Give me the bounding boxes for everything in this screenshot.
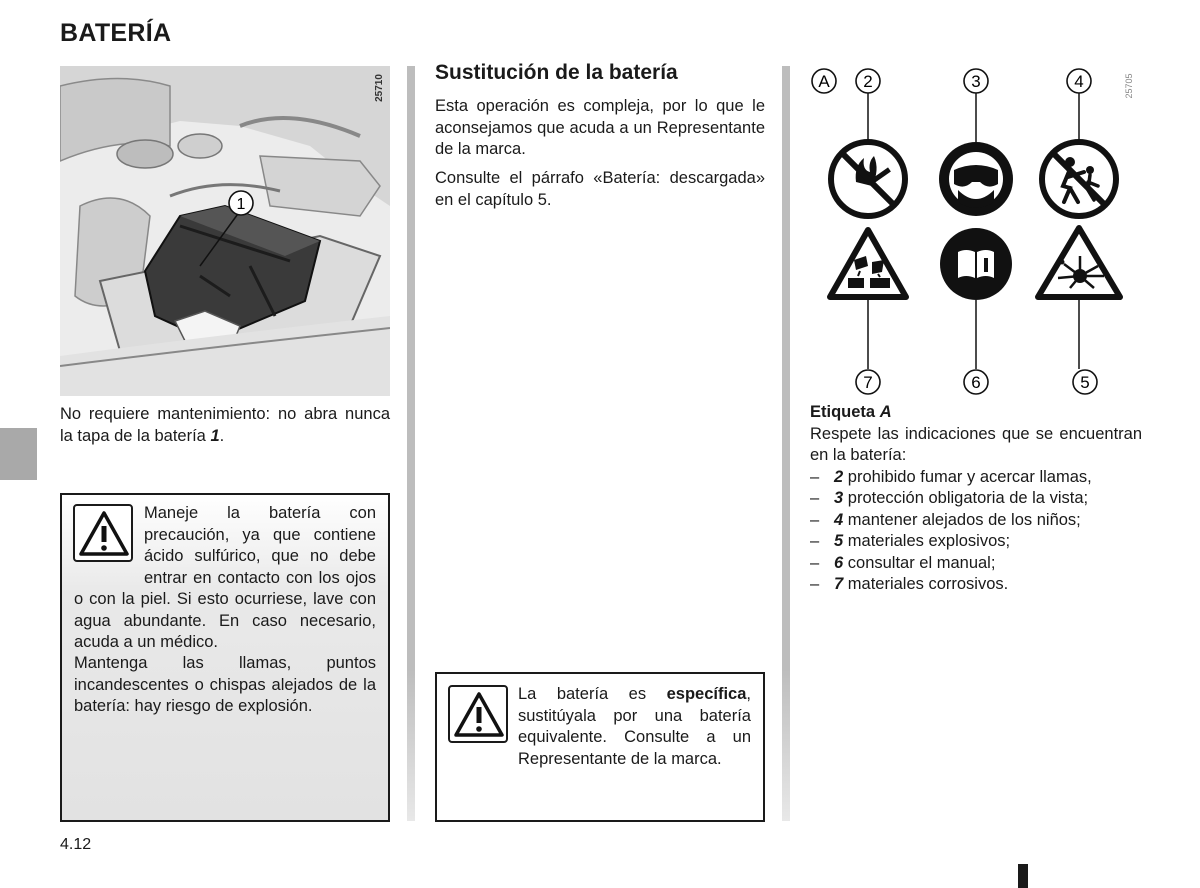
svg-text:7: 7: [863, 373, 873, 392]
chapter-tab: [0, 428, 37, 480]
warning-box-acid: [60, 493, 390, 822]
caption-ref: 1: [210, 426, 220, 445]
list-item: – 6 consultar el manual;: [810, 553, 996, 572]
label-title-ref: A: [879, 403, 892, 421]
svg-text:3: 3: [971, 72, 981, 91]
battery-label-figure: [808, 62, 1140, 397]
svg-text:4: 4: [1074, 72, 1084, 91]
image-code: 25710: [374, 74, 385, 102]
warning-box-specific: [435, 672, 765, 822]
warning-flame-text: Mantenga las llamas, puntos incandescentes o chispas alejados de la batería: hay riesgo de explosión.: [74, 654, 376, 715]
column-divider-right: [782, 66, 790, 821]
svg-text:6: 6: [971, 373, 981, 392]
eye-protection-icon: [939, 142, 1013, 216]
caption-end: .: [219, 426, 225, 445]
callout-6: [964, 370, 988, 394]
label-title-text: Etiqueta: [810, 403, 880, 421]
read-manual-icon: [940, 228, 1012, 300]
pictogram-list: [810, 467, 1142, 596]
label-title: [810, 402, 1142, 424]
figure-code: 25705: [1124, 73, 1134, 99]
corrosive-icon: [830, 230, 906, 297]
svg-text:2: 2: [863, 72, 873, 91]
no-flames-icon: [831, 142, 905, 216]
callout-2: [856, 69, 880, 142]
callout-3: [964, 69, 988, 142]
svg-text:5: 5: [1080, 373, 1090, 392]
discharged-reference: Consulte el párrafo «Batería: descargada» en el capítulo 5.: [435, 169, 765, 209]
list-item: – 7 materiales corrosivos.: [810, 575, 1009, 593]
callout-a: A: [818, 72, 830, 91]
page-title: BATERÍA: [60, 19, 172, 47]
photo-caption: [60, 404, 390, 447]
warning-specific-post: , sustitúyala por una batería equivalente. Consulte a un Representante de la marca.: [518, 685, 751, 768]
callout-7: [856, 370, 880, 394]
page-number: 4.12: [60, 836, 92, 853]
callout-1: 1: [236, 196, 246, 213]
column-divider-left: [407, 66, 415, 821]
label-legend: [810, 402, 1142, 596]
replace-paragraph: Esta operación es compleja, por lo que le aconsejamos que acuda a un Representante de la marca.: [435, 97, 765, 158]
warning-acid-text: Maneje la batería con precaución, ya que contiene ácido sulfúrico, que no debe entrar en contacto con los ojos o con la piel. Si esto ocurriese, lave con agua abundante. En caso necesario, acuda a un médico.: [74, 504, 376, 651]
icon-float-spacer: [74, 503, 144, 583]
caption-text: No requiere mantenimiento: no abra nunca la tapa de la batería: [60, 405, 390, 445]
warning-triangle-icon: [448, 685, 508, 743]
explosive-icon: [1038, 228, 1120, 297]
list-item: – 2 prohibido fumar y acercar llamas,: [810, 467, 1092, 486]
no-children-icon: [1042, 142, 1116, 216]
page-corner-mark: [1018, 864, 1028, 888]
list-item: – 4 mantener alejados de los niños;: [810, 510, 1081, 529]
list-item: – 5 materiales explosivos;: [810, 532, 1011, 550]
section-title: Sustitución de la batería: [435, 61, 678, 84]
list-item: – 3 protección obligatoria de la vista;: [810, 489, 1089, 507]
battery-photo: [60, 66, 390, 396]
callout-4: [1067, 69, 1091, 142]
warning-specific-pre: La batería es: [518, 685, 667, 703]
warning-specific-text: [518, 684, 751, 770]
warning-specific-bold: específica: [666, 685, 747, 703]
label-intro: Respete las indicaciones que se encuentran en la batería:: [810, 424, 1142, 464]
callout-5: [1073, 370, 1097, 394]
